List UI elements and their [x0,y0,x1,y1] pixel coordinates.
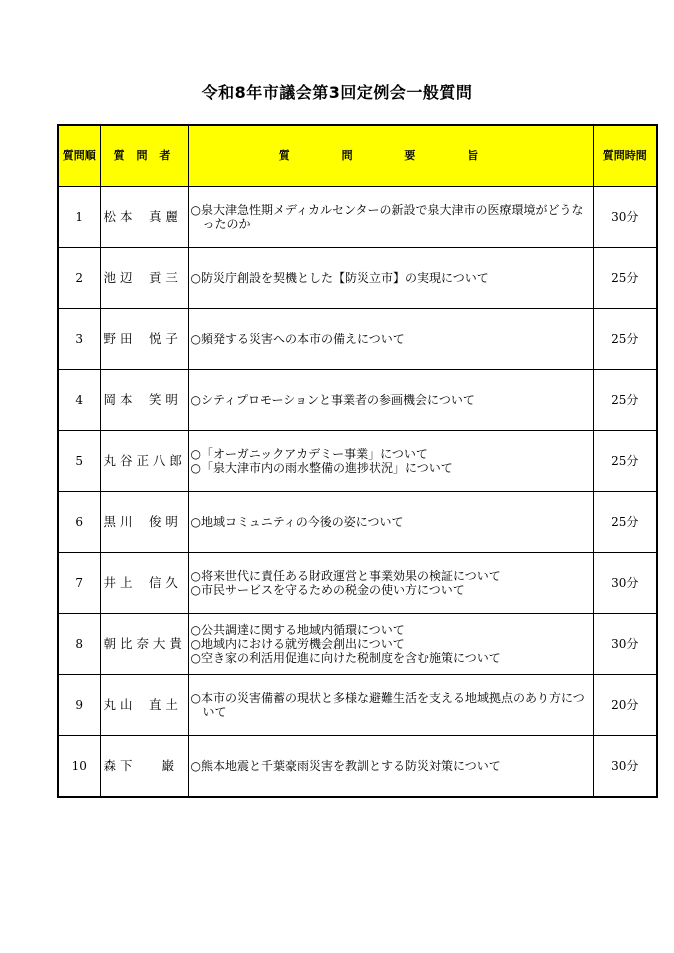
cell-time: 30分 [593,614,657,675]
cell-order: 8 [58,614,100,675]
cell-order: 4 [58,370,100,431]
cell-topic [188,370,593,431]
cell-time: 30分 [593,553,657,614]
cell-questioner [100,675,188,736]
topic-item: ○公共調達に関する地域内循環について [190,623,405,637]
cell-time: 25分 [593,492,657,553]
cell-time: 30分 [593,736,657,798]
header-topic: 質 問 要 旨 [188,125,593,187]
questioner-name: 井 上 信 久 [103,575,178,590]
topic-item: ○地域内における就労機会創出について [190,637,405,651]
cell-time: 25分 [593,248,657,309]
topic-item: ○防災庁創設を契機とした【防災立市】の実現について [190,271,489,285]
cell-topic [188,431,593,492]
questioner-name: 丸 山 直 土 [103,697,178,712]
cell-time: 25分 [593,431,657,492]
cell-topic [188,614,593,675]
cell-questioner [100,309,188,370]
topic-item: ○頻発する災害への本市の備えについて [190,332,405,346]
cell-questioner [100,370,188,431]
cell-time: 30分 [593,187,657,248]
topic-item: ○「オーガニックアカデミー事業」について [190,447,428,461]
cell-topic [188,248,593,309]
cell-questioner [100,248,188,309]
cell-questioner [100,492,188,553]
questioner-name: 黒 川 俊 明 [103,514,178,529]
questioner-name: 丸 谷 正 八 郎 [103,453,182,468]
cell-topic [188,675,593,736]
questioner-name: 朝 比 奈 大 貴 [103,636,182,651]
topic-item: ○将来世代に責任ある財政運営と事業効果の検証について [190,569,501,583]
cell-order: 9 [58,675,100,736]
table-row [58,370,657,431]
header-time: 質問時間 [593,125,657,187]
questioner-name: 森 下 巌 [103,758,174,773]
cell-order: 10 [58,736,100,798]
cell-topic [188,736,593,798]
table-header-row [58,125,657,187]
cell-questioner [100,736,188,798]
header-order: 質問順 [58,125,100,187]
header-questioner: 質 問 者 [100,125,188,187]
topic-item: ○「泉大津市内の雨水整備の進捗状況」について [190,461,453,475]
topic-item: ○市民サービスを守るための税金の使い方について [190,583,465,597]
cell-order: 1 [58,187,100,248]
questioner-name: 松 本 真 麗 [103,209,178,224]
cell-questioner [100,187,188,248]
cell-time: 20分 [593,675,657,736]
topic-item: ○本市の災害備蓄の現状と多様な避難生活を支える地域拠点のあり方について [190,691,585,719]
topic-item: ○空き家の利活用促進に向けた税制度を含む施策について [190,651,501,665]
table-row [58,492,657,553]
cell-questioner [100,553,188,614]
cell-order: 3 [58,309,100,370]
cell-time: 25分 [593,370,657,431]
cell-time: 25分 [593,309,657,370]
table-row [58,675,657,736]
topic-item: ○熊本地震と千葉豪雨災害を教訓とする防災対策について [190,759,501,773]
question-table [57,124,658,798]
table-row [58,736,657,798]
cell-topic [188,309,593,370]
cell-topic [188,492,593,553]
questioner-name: 野 田 悦 子 [103,331,178,346]
topic-item: ○地域コミュニティの今後の姿について [190,515,404,529]
cell-order: 6 [58,492,100,553]
cell-order: 2 [58,248,100,309]
table-row [58,614,657,675]
table-row [58,431,657,492]
cell-order: 7 [58,553,100,614]
table-body [58,187,657,798]
cell-questioner [100,614,188,675]
cell-questioner [100,431,188,492]
table-row [58,553,657,614]
questioner-name: 岡 本 笑 明 [103,392,178,407]
topic-item: ○泉大津急性期メディカルセンターの新設で泉大津市の医療環境がどうなったのか [190,203,584,231]
table-row [58,248,657,309]
cell-order: 5 [58,431,100,492]
cell-topic [188,553,593,614]
table-row [58,309,657,370]
table-row [58,187,657,248]
questioner-name: 池 辺 貢 三 [103,270,178,285]
topic-item: ○シティプロモーションと事業者の参画機会について [190,393,475,407]
cell-topic [188,187,593,248]
page-title: 令和8年市議会第3回定例会一般質問 [201,83,473,102]
